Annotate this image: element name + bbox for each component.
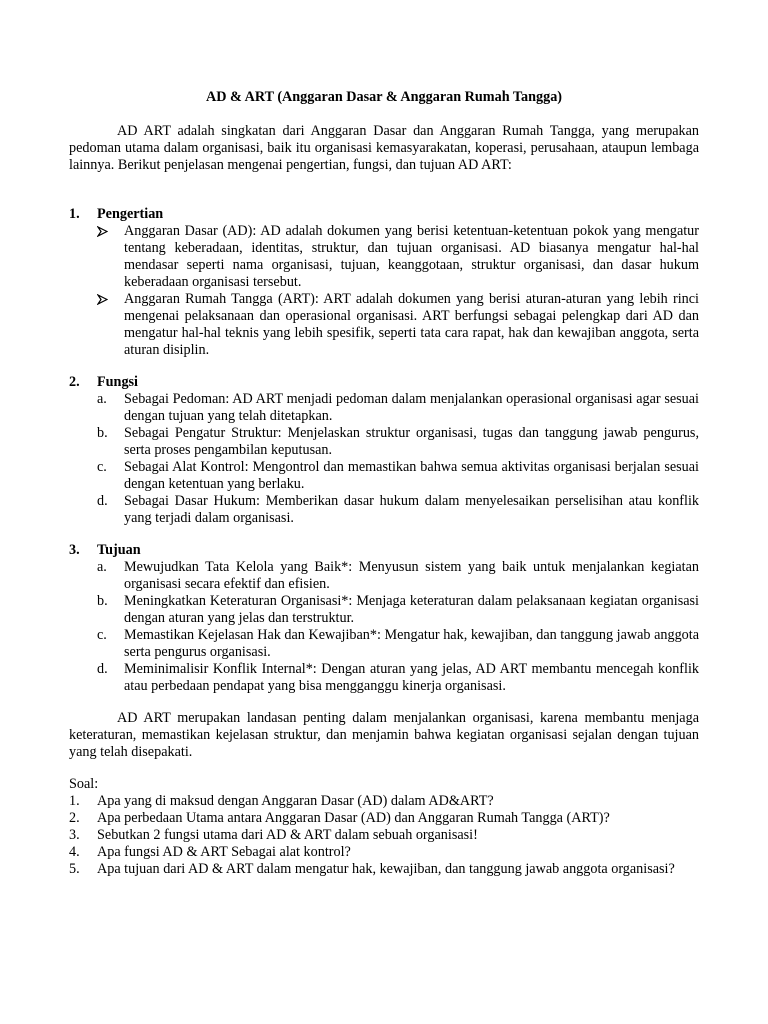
- list-marker: d.: [97, 661, 108, 677]
- question-text: Apa fungsi AD & ART Sebagai alat kontrol?: [97, 844, 351, 860]
- section-number: 1.: [69, 206, 80, 222]
- intro-paragraph: AD ART adalah singkatan dari Anggaran Dasar dan Anggaran Rumah Tangga, yang merupakan pedoman utama dalam organisasi, baik itu organisasi kemasyarakatan, koperasi, perusahaan, ataupun lembaga lainnya. Berikut penjelasan mengenai pengertian, fungsi, dan tujuan AD ART:: [69, 123, 699, 173]
- list-item: [97, 627, 699, 661]
- list-item-text: Sebagai Pengatur Struktur: Menjelaskan struktur organisasi, tugas dan tanggung jawab pengurus, serta proses pengambilan keputusan.: [124, 425, 699, 458]
- list-item: [97, 291, 699, 359]
- question-item: [69, 793, 699, 810]
- list-item: [97, 459, 699, 493]
- list-item-text: Sebagai Alat Kontrol: Mengontrol dan memastikan bahwa semua aktivitas organisasi berjalan sesuai dengan ketentuan yang berlaku.: [124, 459, 699, 492]
- list-marker: a.: [97, 559, 107, 575]
- list-item-text: Sebagai Dasar Hukum: Memberikan dasar hukum dalam menyelesaikan perselisihan atau konflik yang terjadi dalam organisasi.: [124, 493, 699, 526]
- questions-label: Soal:: [69, 776, 99, 792]
- list-item-text: Sebagai Pedoman: AD ART menjadi pedoman dalam menjalankan operasional organisasi agar sesuai dengan tujuan yang telah ditetapkan.: [124, 391, 699, 424]
- list-marker: d.: [97, 493, 108, 509]
- list-item-text: Meningkatkan Keteraturan Organisasi*: Menjaga keteraturan dalam pelaksanaan kegiatan organisasi dengan aturan yang jelas dan terstruktur.: [124, 593, 699, 626]
- list-item: [97, 593, 699, 627]
- section-title: Tujuan: [97, 542, 141, 558]
- question-number: 3.: [69, 827, 80, 843]
- question-number: 2.: [69, 810, 80, 826]
- list-marker: b.: [97, 593, 108, 609]
- arrow-bullet-icon: [97, 223, 108, 240]
- list-item-text: Meminimalisir Konflik Internal*: Dengan aturan yang jelas, AD ART membantu mencegah konflik atau perbedaan pendapat yang bisa mengganggu kinerja organisasi.: [124, 661, 699, 694]
- question-item: [69, 861, 699, 878]
- list-item: [97, 661, 699, 695]
- list-item: [97, 493, 699, 527]
- section-heading-tujuan: [69, 542, 141, 559]
- question-text: Apa tujuan dari AD & ART dalam mengatur hak, kewajiban, dan tanggung jawab anggota organisasi?: [97, 861, 675, 877]
- question-number: 1.: [69, 793, 80, 809]
- question-text: Apa perbedaan Utama antara Anggaran Dasar (AD) dan Anggaran Rumah Tangga (ART)?: [97, 810, 610, 826]
- list-item-text: Memastikan Kejelasan Hak dan Kewajiban*: Mengatur hak, kewajiban, dan tanggung jawab anggota serta pengurus organisasi.: [124, 627, 699, 660]
- list-marker: c.: [97, 459, 107, 475]
- question-text: Apa yang di maksud dengan Anggaran Dasar (AD) dalam AD&ART?: [97, 793, 494, 809]
- question-number: 5.: [69, 861, 80, 877]
- section-title: Fungsi: [97, 374, 139, 390]
- question-text: Sebutkan 2 fungsi utama dari AD & ART dalam sebuah organisasi!: [97, 827, 478, 843]
- document-title: AD & ART (Anggaran Dasar & Anggaran Rumah Tangga): [205, 89, 563, 105]
- arrow-bullet-icon: [97, 291, 108, 308]
- list-item: [97, 559, 699, 593]
- question-item: [69, 827, 699, 844]
- closing-paragraph: AD ART merupakan landasan penting dalam menjalankan organisasi, karena membantu menjaga keteraturan, memastikan kejelasan struktur, dan menjamin bahwa kegiatan organisasi sejalan dengan tujuan yang telah disepakati.: [69, 710, 699, 760]
- question-item: [69, 844, 699, 861]
- list-item-text: Mewujudkan Tata Kelola yang Baik*: Menyusun sistem yang baik untuk menjalankan kegiatan organisasi secara efektif dan efisien.: [124, 559, 699, 592]
- section-number: 3.: [69, 542, 80, 558]
- section-heading-fungsi: [69, 374, 138, 391]
- list-marker: a.: [97, 391, 107, 407]
- question-item: [69, 810, 699, 827]
- list-marker: b.: [97, 425, 108, 441]
- section-heading-pengertian: [69, 206, 163, 223]
- section-number: 2.: [69, 374, 80, 390]
- question-number: 4.: [69, 844, 80, 860]
- list-item: [97, 391, 699, 425]
- section-title: Pengertian: [97, 206, 164, 222]
- list-marker: c.: [97, 627, 107, 643]
- list-item: [97, 223, 699, 291]
- list-item: [97, 425, 699, 459]
- list-item-text: Anggaran Rumah Tangga (ART): ART adalah dokumen yang berisi aturan-aturan yang lebih rinci mengenai pelaksanaan dan operasional organisasi. ART berfungsi sebagai pelengkap dari AD dan mengatur hal-hal teknis yang lebih spesifik, seperti tata cara rapat, hak dan kewajiban anggota, serta aturan disiplin.: [124, 291, 699, 358]
- list-item-text: Anggaran Dasar (AD): AD adalah dokumen yang berisi ketentuan-ketentuan pokok yang mengatur tentang keberadaan, identitas, struktur, dan tujuan organisasi. AD biasanya mengatur hal-hal mendasar seperti nama organisasi, tujuan, keanggotaan, struktur organisasi, dan dasar hukum keberadaan organisasi tersebut.: [124, 223, 699, 290]
